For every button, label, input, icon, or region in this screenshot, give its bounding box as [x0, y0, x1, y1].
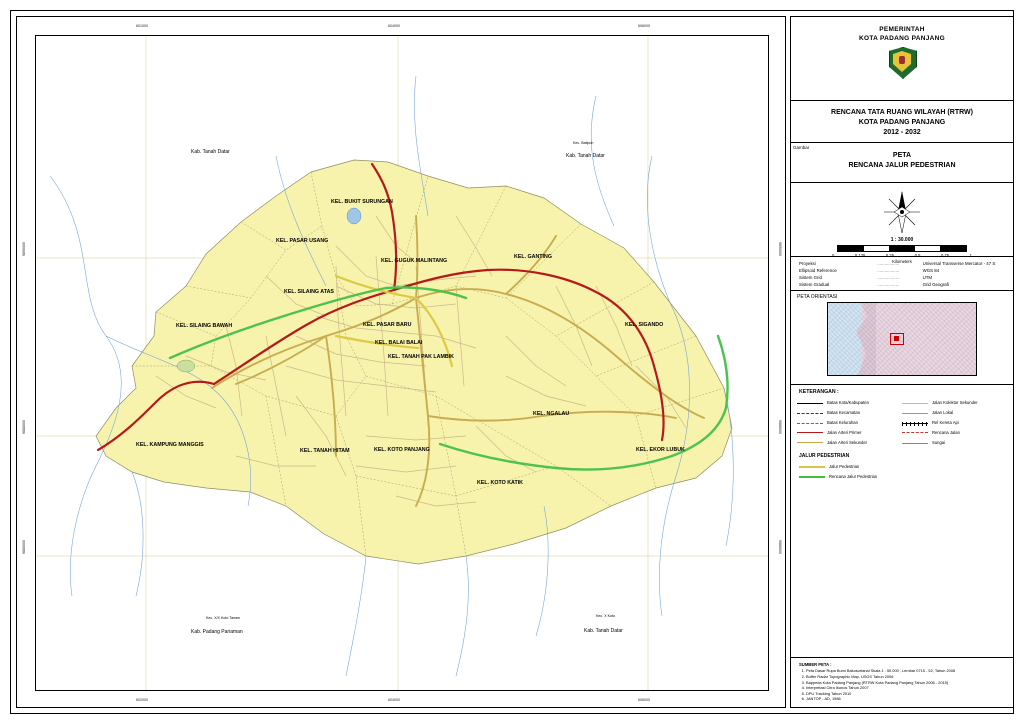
projection-sep: ..................: [877, 261, 900, 266]
legend-label: Batas Kecamatan: [827, 410, 861, 415]
grid-label-top: 606000: [638, 24, 650, 28]
legend-item: [797, 398, 902, 408]
road-collector-secondary-icon: [902, 399, 928, 407]
projection-key: Ellipsoid Reference: [799, 268, 837, 273]
source-item: 1. Peta Dasar Rupa Bumi Bakosurtanal Skala 1 : 50.000 , Lembar 0715 - 52, Tahun 2006: [806, 668, 1007, 674]
legend-panel: [790, 16, 1014, 708]
legend-item: [797, 418, 902, 428]
scale-ratio: 1 : 30.000: [890, 237, 914, 243]
govt-line-2: KOTA PADANG PANJANG: [859, 35, 945, 42]
map-label-kelurahan: KEL. KOTO PANJANG: [374, 447, 430, 453]
grid-label-top: 604000: [388, 24, 400, 28]
road-arterial-primary-icon: [797, 429, 823, 437]
source-item: 2. Buffer Radar Topographic Map, USGS Tahun 2006: [806, 674, 1007, 680]
legend-label: Jalan Kolektor Sekunder: [932, 400, 978, 405]
legend-label: Batas Kelurahan: [827, 420, 858, 425]
legend-label: Rencana Jalan: [932, 430, 960, 435]
grid-label-left: 9886000: [22, 540, 26, 554]
rtrw-line-1: RENCANA TATA RUANG WILAYAH (RTRW): [831, 109, 973, 116]
government-block: [791, 17, 1013, 101]
legend-item: [797, 438, 902, 448]
projection-value: UTM: [922, 275, 933, 280]
pedestrian-existing-icon: [799, 463, 825, 471]
map-label-kabupaten: Kab. Tanah Datar: [566, 153, 605, 159]
projection-sep: ..................: [877, 275, 900, 280]
scale-bar: [837, 245, 967, 252]
legend-label: Sungai: [932, 440, 946, 445]
keterangan-block: [791, 385, 1013, 505]
map-label-kelurahan: KEL. SIGANDO: [625, 322, 664, 328]
map-title-line-1: PETA: [892, 152, 912, 159]
source-item: 4. Interpretasi Citra Ikonos Tahun 2007: [806, 685, 1007, 691]
scale-unit: Kilometers: [892, 259, 912, 264]
map-canvas[interactable]: [22, 24, 782, 702]
map-label-kelurahan: KEL. GUGUK MALINTANG: [381, 258, 448, 264]
grid-label-right: 9888000: [778, 420, 782, 434]
boundary-village-icon: [797, 419, 823, 427]
legend-label: Jalur Pedestrian: [829, 464, 860, 469]
grid-label-right: 9890000: [778, 242, 782, 256]
grid-label-left: 9888000: [22, 420, 26, 434]
projection-key: Sistem Gradual: [799, 282, 830, 287]
projection-key: Sistem Grid: [799, 275, 822, 280]
source-item: 5. DPU Tracking Tahun 2010: [806, 691, 1007, 697]
scale-tick: 0.75: [940, 253, 950, 258]
scale-tick: 0.125: [854, 253, 866, 258]
map-label-kelurahan: KEL. KAMPUNG MANGGIS: [136, 442, 204, 448]
orientation-label: PETA ORIENTASI: [797, 294, 838, 300]
legend-label: Jalan Lokal: [932, 410, 954, 415]
legend-column-right: [902, 398, 1007, 448]
coat-of-arms-icon: [889, 47, 915, 77]
sources-heading: SUMBER PETA :: [799, 661, 832, 667]
map-label-kecamatan: Kec. Batipuh: [573, 141, 594, 145]
river-icon: [902, 439, 928, 447]
sources-block: [791, 657, 1013, 707]
projection-row: [799, 267, 1005, 274]
scale-tick: 1: [969, 253, 972, 258]
projection-key: Proyeksi: [799, 261, 816, 266]
grid-label-bottom: 604000: [388, 698, 400, 702]
boundary-district-icon: [797, 409, 823, 417]
map-panel: [16, 16, 786, 708]
legend-item: [799, 462, 1013, 472]
projection-row: [799, 260, 1005, 267]
map-label-kecamatan: Kec. X/X Koto Tanam: [206, 616, 241, 620]
location-marker-icon: [890, 333, 904, 345]
boundary-city-icon: [797, 399, 823, 407]
map-label-kelurahan: KEL. PASAR BARU: [363, 322, 412, 328]
map-label-kelurahan: KEL. PASAR USANG: [276, 238, 329, 244]
projection-block: [791, 257, 1013, 291]
north-arrow-icon: [880, 189, 924, 235]
grid-label-top: 601000: [136, 24, 148, 28]
rtrw-line-2: KOTA PADANG PANJANG: [858, 119, 946, 126]
pedestrian-legend-heading: JALUR PEDESTRIAN: [799, 453, 850, 459]
legend-column-left: [797, 398, 902, 448]
orientation-map[interactable]: [827, 302, 977, 376]
map-label-kelurahan: KEL. BUKIT SURUNGAN: [331, 199, 393, 205]
source-item: 6. JANTOP - AD, 1986: [806, 696, 1007, 702]
map-label-kecamatan: Kec. X Koto: [596, 614, 615, 618]
projection-row: [799, 281, 1005, 288]
map-title-block: [791, 143, 1013, 183]
map-label-kabupaten: Kab. Tanah Datar: [584, 628, 623, 634]
scale-tick: 0.25: [885, 253, 895, 258]
map-label-kelurahan: KEL. TANAH PAK LAMBIK: [388, 354, 455, 360]
map-title-line-2: RENCANA JALUR PEDESTRIAN: [848, 162, 956, 169]
planned-road-icon: [902, 429, 928, 437]
map-graphics: [36, 36, 768, 690]
legend-item: [797, 408, 902, 418]
projection-value: Universal Transverse Mercator - 47 S: [922, 261, 996, 266]
scale-tick: 0.5: [914, 253, 921, 258]
railway-icon: [902, 419, 928, 427]
map-label-kelurahan: KEL. TANAH HITAM: [300, 448, 350, 454]
rtrw-title-block: [791, 101, 1013, 143]
legend-item: [902, 408, 1007, 418]
map-label-kelurahan: KEL. EKOR LUBUK: [636, 447, 685, 453]
map-label-kelurahan: KEL. SILAING ATAS: [284, 289, 334, 295]
projection-row: [799, 274, 1005, 281]
map-label-kelurahan: KEL. SILAING BAWAH: [176, 323, 233, 329]
govt-line-1: PEMERINTAH: [879, 26, 925, 33]
projection-value: Grid Geografi: [922, 282, 949, 287]
map-label-kabupaten: Kab. Tanah Datar: [191, 149, 230, 155]
legend-item: [902, 398, 1007, 408]
gambar-label: Gambar: [793, 145, 810, 150]
map-label-kelurahan: KEL. BALAI BALAI: [375, 340, 423, 346]
projection-sep: ..................: [877, 282, 900, 287]
legend-item: [797, 428, 902, 438]
map-label-kelurahan: KEL. KOTO KATIK: [477, 480, 524, 486]
grid-label-right: 9886000: [778, 540, 782, 554]
legend-label: Batas Kota/Kabupaten: [827, 400, 869, 405]
legend-label: Rencana Jalur Pedestrian: [829, 474, 878, 479]
legend-label: Rel Kereta Api: [932, 420, 959, 425]
map-label-kelurahan: KEL. GANTING: [514, 254, 552, 260]
pedestrian-planned-icon: [799, 473, 825, 481]
rtrw-line-3: 2012 - 2032: [883, 129, 921, 136]
source-item: 3. Bappeda Kota Padang Panjang (RTRW Kota Padang Panjang Tahun 2006 - 2015): [806, 680, 1007, 686]
map-label-kabupaten: Kab. Padang Pariaman: [191, 629, 243, 635]
legend-item: [902, 438, 1007, 448]
projection-sep: ..................: [877, 268, 900, 273]
legend-heading: KETERANGAN :: [799, 389, 839, 395]
scale-tick: 0: [832, 253, 835, 258]
legend-label: Jalan Arteri Primer: [827, 430, 862, 435]
legend-item: [799, 472, 1013, 482]
projection-value: WGS 84: [922, 268, 940, 273]
grid-label-bottom: 602000: [136, 698, 148, 702]
legend-item: [902, 418, 1007, 428]
road-local-icon: [902, 409, 928, 417]
grid-label-left: 9890000: [22, 242, 26, 256]
map-label-kelurahan: KEL. NGALAU: [533, 411, 570, 417]
grid-label-bottom: 606000: [638, 698, 650, 702]
legend-item: [902, 428, 1007, 438]
orientation-block: [791, 291, 1013, 385]
legend-label: Jalan Arteri Sekunder: [827, 440, 868, 445]
road-arterial-secondary-icon: [797, 439, 823, 447]
